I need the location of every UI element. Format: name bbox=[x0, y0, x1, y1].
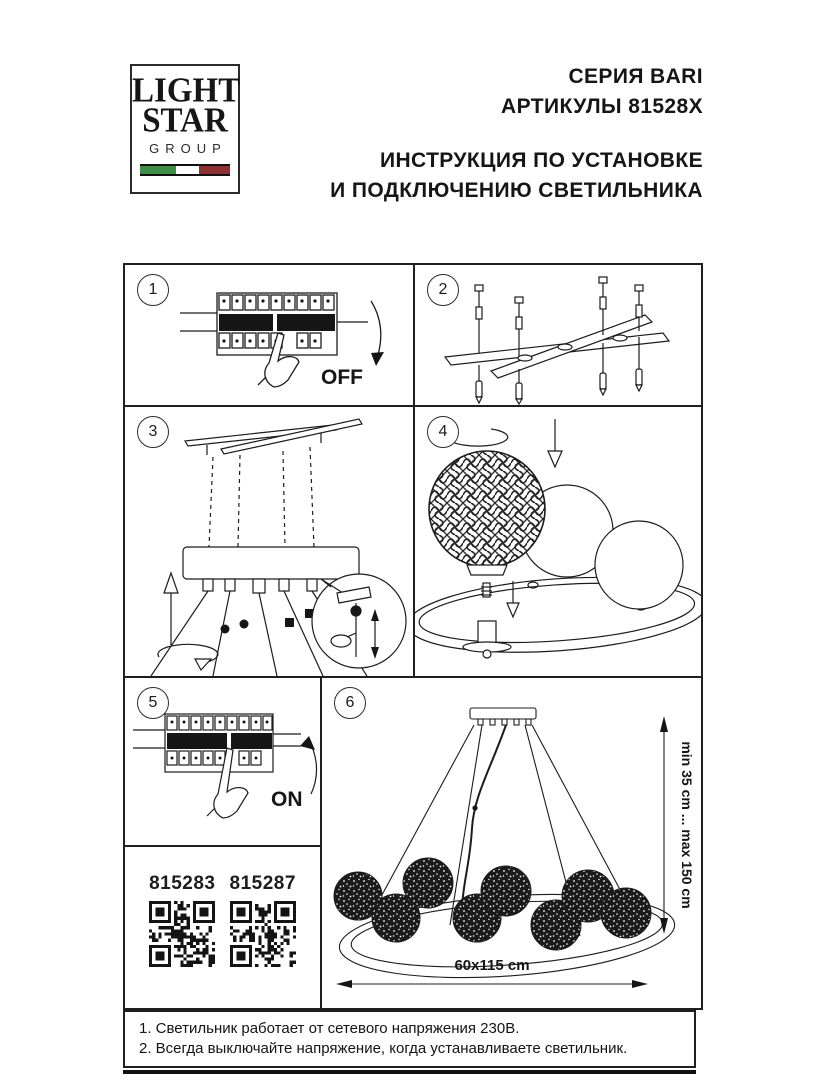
qr-code-right bbox=[230, 901, 296, 967]
height-dimension bbox=[660, 716, 668, 934]
bottom-rule bbox=[123, 1070, 696, 1074]
article-right bbox=[230, 873, 296, 1008]
series-title: СЕРИЯ BARI bbox=[568, 65, 703, 88]
logo-word-light: LIGHT bbox=[132, 72, 241, 110]
step-1-number-badge: 1 bbox=[137, 274, 169, 306]
step-2-panel bbox=[415, 265, 701, 405]
footnote-1: 1. Светильник работает от сетевого напряжения 230В. bbox=[139, 1020, 520, 1037]
footnote-2: 2. Всегда выключайте напряжение, когда устанавливаете светильник. bbox=[139, 1040, 628, 1057]
flag-green-segment bbox=[140, 166, 176, 174]
lightstar-logo bbox=[130, 64, 240, 194]
wicker-sphere bbox=[429, 451, 545, 575]
arrow-up-icon bbox=[300, 736, 317, 794]
flag-white-segment bbox=[176, 166, 199, 174]
step-3-panel bbox=[125, 407, 413, 676]
breaker-on-label: ON bbox=[271, 788, 303, 811]
logo-word-group: GROUP bbox=[149, 141, 227, 156]
step-5-number-badge: 5 bbox=[137, 687, 169, 719]
instruction-title-line2: И ПОДКЛЮЧЕНИЮ СВЕТИЛЬНИКА bbox=[330, 179, 703, 202]
step-5-panel bbox=[125, 678, 320, 845]
logo-word-star: STAR bbox=[142, 102, 228, 140]
step-4-panel bbox=[415, 407, 701, 676]
step-6-number-badge: 6 bbox=[334, 687, 366, 719]
italian-flag-stripe bbox=[140, 164, 230, 176]
breaker-off-label: OFF bbox=[321, 366, 363, 389]
header-text bbox=[330, 62, 703, 206]
ceiling-bracket bbox=[185, 419, 362, 455]
footnotes-box bbox=[123, 1010, 696, 1068]
ceiling-plate bbox=[470, 708, 536, 725]
articles-title: АРТИКУЛЫ 81528X bbox=[501, 95, 703, 118]
arrow-down-icon bbox=[371, 301, 384, 366]
canopy-install-illustration bbox=[125, 407, 413, 676]
article-number-right: 815287 bbox=[229, 873, 296, 894]
step-3-number-badge: 3 bbox=[137, 416, 169, 448]
chandelier-illustration bbox=[322, 678, 701, 1008]
step-1-panel bbox=[125, 265, 413, 405]
width-dimension-label: 60x115 cm bbox=[454, 957, 530, 974]
width-dimension bbox=[336, 980, 648, 988]
step-2-number-badge: 2 bbox=[427, 274, 459, 306]
qr-code-left bbox=[149, 901, 215, 967]
article-qr-section bbox=[125, 847, 320, 1008]
article-left bbox=[149, 873, 215, 1008]
article-number-left: 815283 bbox=[149, 873, 216, 894]
step-4-number-badge: 4 bbox=[427, 416, 459, 448]
sphere-mounting-illustration bbox=[415, 407, 701, 676]
step-6-panel bbox=[322, 678, 701, 1008]
detail-bubble bbox=[312, 574, 406, 668]
instruction-title-line1: ИНСТРУКЦИЯ ПО УСТАНОВКЕ bbox=[379, 149, 703, 172]
sphere-shades bbox=[334, 858, 651, 950]
flag-red-segment bbox=[199, 166, 230, 174]
height-dimension-label: min 35 cm ... max 150 cm bbox=[679, 741, 695, 909]
steps-grid bbox=[123, 263, 703, 1010]
